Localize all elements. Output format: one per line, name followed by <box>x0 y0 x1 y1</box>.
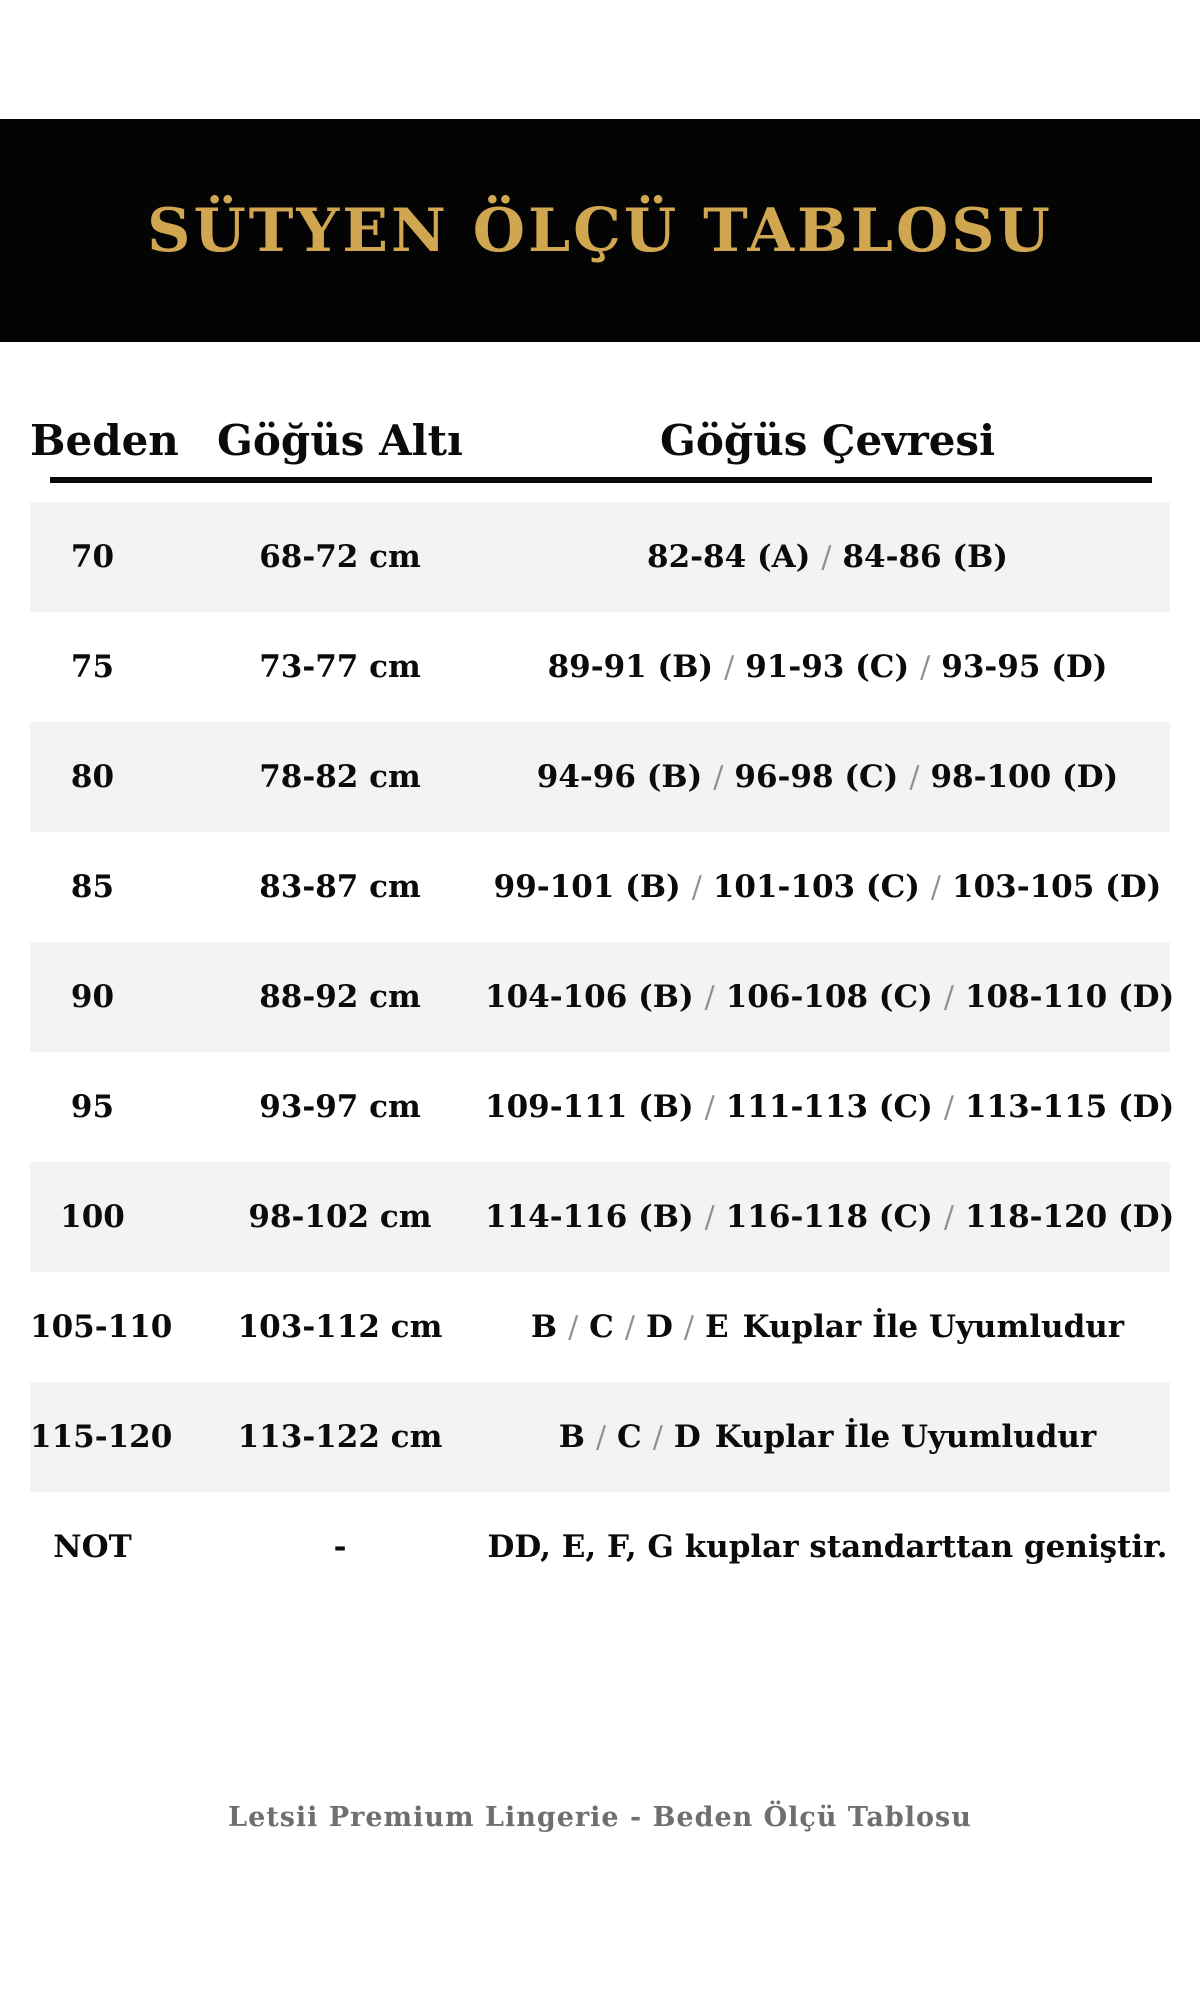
cell-gogus-cevresi <box>485 1309 1170 1345</box>
table-row <box>30 1052 1175 1162</box>
cevre-segment: 118-120 (D) <box>964 1199 1175 1235</box>
cevre-segment: 103-105 (D) <box>952 869 1162 905</box>
cevre-segment: C <box>589 1309 614 1345</box>
cevre-segment: 99-101 (B) <box>493 869 681 905</box>
cevre-segment: 96-98 (C) <box>734 759 899 795</box>
slash-separator: / <box>943 1200 954 1235</box>
cevre-segment: 111-113 (C) <box>725 1089 933 1125</box>
cevre-segment: 82-84 (A) <box>647 539 811 575</box>
slash-separator: / <box>704 980 715 1015</box>
cell-beden: 105-110 <box>30 1309 173 1345</box>
slash-separator: / <box>652 1420 663 1455</box>
slash-separator: / <box>568 1310 579 1345</box>
slash-separator: / <box>724 650 735 685</box>
cevre-segment: B <box>530 1309 558 1345</box>
cevre-segment: 89-91 (B) <box>547 649 714 685</box>
cell-gogus-alti: 68-72 cm <box>259 539 421 575</box>
cell-gogus-cevresi <box>485 1419 1170 1455</box>
cevre-segment: B <box>558 1419 585 1455</box>
cevre-segment: 104-106 (B) <box>485 979 694 1015</box>
cevre-segment: C <box>617 1419 642 1455</box>
slash-separator: / <box>624 1310 635 1345</box>
cevre-segment: 94-96 (B) <box>536 759 703 795</box>
cell-gogus-cevresi <box>485 869 1170 905</box>
cevre-segment: 98-100 (D) <box>930 759 1119 795</box>
slash-separator: / <box>930 870 942 905</box>
cell-gogus-cevresi <box>485 1089 1174 1125</box>
slash-separator: / <box>704 1200 715 1235</box>
cevre-segment: 91-93 (C) <box>745 649 910 685</box>
cell-beden: 95 <box>70 1089 115 1125</box>
cevre-segment: 114-116 (B) <box>485 1199 694 1235</box>
cell-beden: 75 <box>70 649 115 685</box>
slash-separator: / <box>683 1310 694 1345</box>
cell-beden: 85 <box>70 869 115 905</box>
cell-gogus-alti: 78-82 cm <box>259 759 421 795</box>
cevre-segment: 106-108 (C) <box>725 979 933 1015</box>
cevre-segment: 109-111 (B) <box>485 1089 694 1125</box>
cell-gogus-alti: 103-112 cm <box>237 1309 443 1345</box>
table-header-row <box>30 418 1170 464</box>
cevre-segment: 84-86 (B) <box>842 539 1008 575</box>
table-row <box>30 1382 1170 1492</box>
cell-gogus-alti: 88-92 cm <box>259 979 421 1015</box>
size-table-body <box>30 502 1175 1602</box>
slash-separator: / <box>691 870 702 905</box>
cell-beden: NOT <box>53 1529 132 1565</box>
cell-gogus-alti: 113-122 cm <box>237 1419 443 1455</box>
cell-gogus-cevresi <box>485 759 1170 795</box>
header-divider-rule <box>50 477 1152 483</box>
page-title: SÜTYEN ÖLÇÜ TABLOSU <box>147 195 1053 266</box>
table-row <box>30 502 1170 612</box>
table-row <box>30 832 1170 942</box>
cell-beden: 115-120 <box>30 1419 173 1455</box>
slash-separator: / <box>821 540 832 575</box>
cevre-segment: D <box>645 1309 673 1345</box>
table-row <box>30 722 1170 832</box>
title-banner <box>0 119 1200 342</box>
cell-beden: 80 <box>70 759 115 795</box>
cevre-segment: DD, E, F, G kuplar standarttan geniştir. <box>487 1529 1168 1565</box>
cevre-segment: 108-110 (D) <box>964 979 1175 1015</box>
cell-gogus-cevresi <box>485 1199 1174 1235</box>
cell-gogus-cevresi <box>485 1529 1170 1565</box>
slash-separator: / <box>920 650 931 685</box>
cell-beden: 70 <box>70 539 115 575</box>
cevre-suffix: Kuplar İle Uyumludur <box>742 1309 1125 1345</box>
table-row <box>30 612 1170 722</box>
cevre-suffix: Kuplar İle Uyumludur <box>714 1419 1097 1455</box>
table-row <box>30 1162 1175 1272</box>
cevre-segment: 101-103 (C) <box>712 869 920 905</box>
cell-gogus-alti: - <box>333 1529 347 1565</box>
cell-gogus-alti: 98-102 cm <box>248 1199 432 1235</box>
cell-gogus-alti: 83-87 cm <box>259 869 421 905</box>
slash-separator: / <box>943 1090 954 1125</box>
cevre-segment: D <box>673 1419 701 1455</box>
cell-beden: 90 <box>70 979 115 1015</box>
cevre-segment: 93-95 (D) <box>941 649 1108 685</box>
column-header-gogus-cevresi: Göğüs Çevresi <box>659 416 996 465</box>
cell-gogus-alti: 93-97 cm <box>259 1089 421 1125</box>
footer-caption: Letsii Premium Lingerie - Beden Ölçü Tablosu <box>228 1802 972 1833</box>
cell-gogus-alti: 73-77 cm <box>259 649 421 685</box>
slash-separator: / <box>595 1420 607 1455</box>
slash-separator: / <box>713 760 724 795</box>
cell-gogus-cevresi <box>485 979 1174 1015</box>
cevre-segment: 116-118 (C) <box>725 1199 933 1235</box>
column-header-beden: Beden <box>30 416 179 465</box>
cell-gogus-cevresi <box>485 649 1170 685</box>
table-row <box>30 942 1175 1052</box>
table-row <box>30 1492 1170 1602</box>
cell-beden: 100 <box>60 1199 125 1235</box>
cevre-segment: 113-115 (D) <box>964 1089 1175 1125</box>
slash-separator: / <box>909 760 920 795</box>
slash-separator: / <box>943 980 954 1015</box>
slash-separator: / <box>704 1090 715 1125</box>
cell-gogus-cevresi <box>485 539 1170 575</box>
column-header-gogus-alti: Göğüs Altı <box>217 416 463 465</box>
cevre-segment: E <box>704 1309 729 1345</box>
table-row <box>30 1272 1170 1382</box>
